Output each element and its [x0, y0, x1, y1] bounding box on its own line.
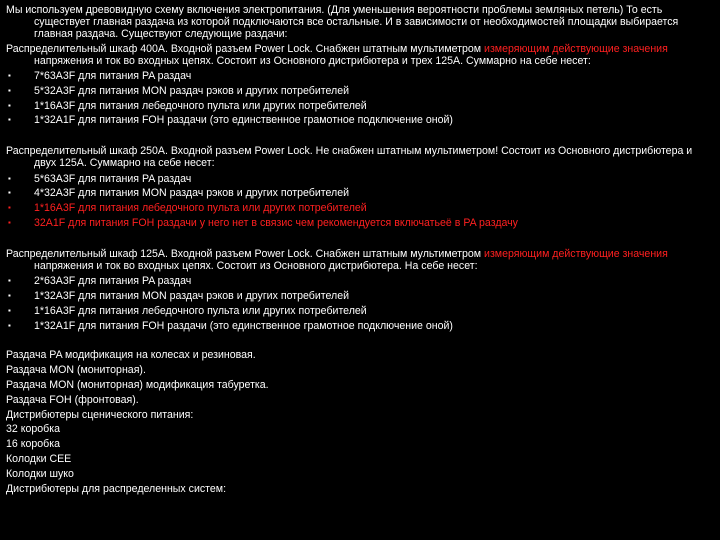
list-item: ▪ 7*63A3F для питания PA раздач	[6, 70, 708, 82]
list-item-warning: ▪ 32A1F для питания FOH раздачи у него нет в связис чем рекомендуется включатьеё в PA раздачу	[6, 217, 708, 229]
list-line: 32 коробка	[6, 423, 60, 436]
spacer	[6, 232, 708, 248]
list-item-warning: ▪ 1*16A3F для питания лебедочного пульта или других потребителей	[6, 202, 708, 214]
spacer	[6, 129, 708, 145]
list-line: Дистрибютеры для распределенных систем:	[6, 482, 227, 495]
list-line: Раздача MON (мониторная) модификация табуретка.	[6, 378, 269, 391]
list-item: ▪ 2*63A3F для питания PA раздач	[6, 275, 708, 287]
list-line: Колодки CEE	[6, 452, 72, 465]
intro-paragraph: Мы используем древовидную схему включения электропитания. (Для уменьшения вероятности проблемы земляных петель) То есть существует главная раздача из которой подключаются все остальные. И в зависимости от необходимостей площадки выбирается главная раздача. Существуют следующие раздачи:	[6, 4, 679, 41]
cabinet-400-highlight: измеряющим действующие значения	[484, 42, 668, 55]
list-line: Раздача PA модификация на колесах и резиновая.	[6, 349, 256, 362]
list-item: ▪ 1*16A3F для питания лебедочного пульта или других потребителей	[6, 100, 708, 112]
list-line: Колодки шуко	[6, 467, 74, 480]
cabinet-250-list	[6, 173, 708, 230]
distribution-list	[6, 349, 708, 494]
list-line: Дистрибютеры сценического питания:	[6, 408, 194, 421]
list-item: ▪ 5*32A3F для питания MON раздач рэков и других потребителей	[6, 85, 708, 97]
cabinet-400-text-b: напряжения и ток во входных цепях. Состоит из Основного дистрибютера и трех 125А. Суммарно на себе несет:	[34, 54, 591, 67]
list-line: 16 коробка	[6, 438, 60, 451]
spacer	[6, 334, 708, 349]
cabinet-125-text-b: напряжения и ток во входных цепях. Состоит из Основного дистрибютера. На себе несет:	[34, 260, 478, 272]
cabinet-125-text-a: Распределительный шкаф 125А. Входной разъем Power Lock. Снабжен штатным мультиметром	[6, 247, 485, 260]
list-item: ▪ 1*32A1F для питания FOH раздачи (это единственное грамотное подключение оной)	[6, 114, 708, 126]
list-item: ▪ 1*16A3F для питания лебедочного пульта или других потребителей	[6, 305, 708, 317]
list-item: ▪ 5*63A3F для питания PA раздач	[6, 173, 708, 185]
list-item: ▪ 1*32A1F для питания FOH раздачи (это единственное грамотное подключение оной)	[6, 320, 708, 332]
list-item: ▪ 1*32A3F для питания MON раздач рэков и других потребителей	[6, 290, 708, 302]
list-line: Раздача MON (мониторная).	[6, 364, 146, 377]
cabinet-400-text-a: Распределительный шкаф 400А. Входной разъем Power Lock. Снабжен штатным мультиметром	[6, 42, 485, 55]
cabinet-400-list	[6, 70, 708, 127]
list-line: Раздача FOH (фронтовая).	[6, 393, 139, 406]
cabinet-125-highlight: измеряющим действующие значения	[484, 247, 668, 260]
cabinet-250-description: Распределительный шкаф 250А. Входной разъем Power Lock. Не снабжен штатным мультиметром! Состоит из Основного дистрибютера и двух 125А. Суммарно на себе несет:	[6, 145, 693, 170]
list-item: ▪ 4*32A3F для питания MON раздач рэков и других потребителей	[6, 187, 708, 199]
cabinet-400-description	[6, 43, 708, 67]
cabinet-125-description	[6, 248, 708, 272]
cabinet-125-list	[6, 275, 708, 332]
